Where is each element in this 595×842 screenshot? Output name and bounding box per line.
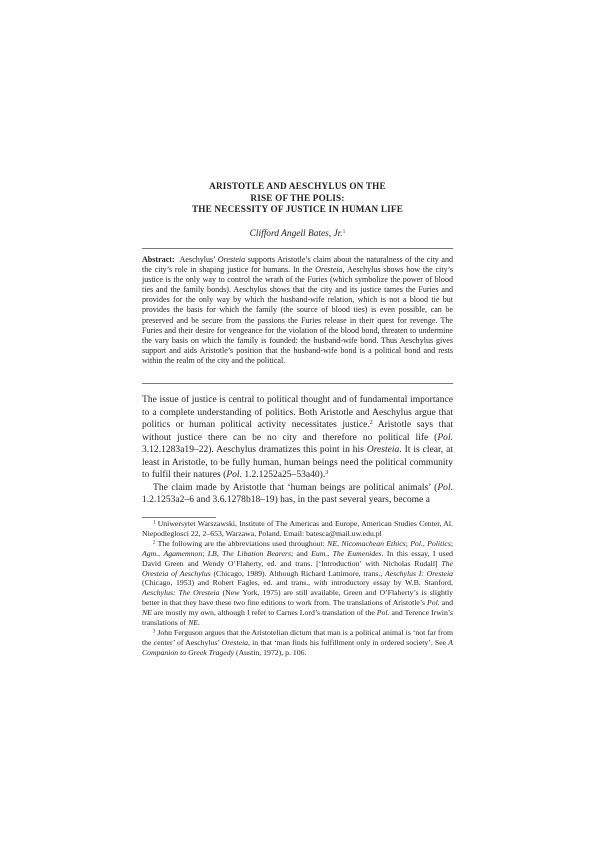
footnote-1: $^1$ Uniwersytet Warszawski, Institute of The Americas and Europe, American Studies Center, Al. Niepodleglosci 22, 2–653, Warzawa, Poland. Email: batesca@mail.uw.edu.pl: [142, 519, 453, 538]
footnote-rule: [142, 517, 216, 518]
author-line: [142, 229, 453, 239]
footnote-3: $^3$ John Ferguson argues that the Aristotelian dictum that man is a political animal is ‘not far from the center’ of Aeschylus’ Oresteia, in that ‘man finds his fulfillment only in ordered society’. See A Companion to Greek Tragedy (Austin, 1972), p. 106.: [142, 627, 453, 657]
footnote-2: $^2$ The following are the abbreviations used throughout: NE, Nicomachean Ethics; Pol., Politics; Agm., Agamemnon; LB, The Libation Bearers; and Eum., The Eumenides. In this essay, I used David Green and Wendy O’Flaherty, ed. and trans. [‘Introduction’ with Nicholas Rudall] The Oresteia of Aeschylus (Chicago, 1989). Although Richard Lattimore, trans., Aeschylus I: Oresteia (Chicago, 1953) and Robert Fagles, ed. and trans., with introductory essay by W.B. Stanford, Aeschylus: The Oresteia (New York, 1975) are still available, Green and O’Flaherty’s is slightly better in that they have these two fine editions to work from. The translations of Aristotle’s Pol. and NE are mostly my own, although I refer to Carnes Lord’s translation of the Pol. and Terence Irwin’s translations of NE.: [142, 538, 454, 628]
abstract-bottom-rule: [142, 383, 453, 384]
footnote-ref-3[interactable]: 3: [325, 470, 329, 477]
abstract-text: Aeschylus shows how the city’s justice is the only way to control the wrath of the Furies (which symbolize the power of blood ties and the family bonds). Aeschylus shows that the city and its justice tames the Furies and provides for the only way by which the husband-wife relation, which is not a blood tie but provides the basis for which the family (the source of blood ties) is even possible, can be preserved and be secure from the passions the Furies release in their quest for revenge. The Furies and their desire for vengeance for the violation of the blood bond, threaten to undermine the vary basis on which the family is founded: the husband-wife bond. Thus Aeschylus gives support and aids Aristotle’s position that the husband-wife bond is a political bond and rests within the realm of the city and the political.: [142, 265, 453, 365]
title-line-1: ARISTOTLE AND AESCHYLUS ON THE: [209, 181, 386, 191]
footnotes: [142, 519, 453, 658]
author-note-ref[interactable]: 1: [342, 228, 346, 235]
abstract-text: supports Aristotle’s claim about the naturalness of the city and the city’s role in shaping justice for humans. In the: [142, 255, 453, 275]
body-text: [142, 394, 453, 507]
title-line-3: THE NECESSITY OF JUSTICE IN HUMAN LIFE: [191, 204, 404, 215]
abstract-italic: Oresteia: [217, 255, 246, 264]
abstract: [142, 255, 453, 366]
abstract-italic: Oresteia,: [315, 265, 345, 275]
footnote-ref-2[interactable]: 2: [369, 419, 373, 426]
title-line-2: RISE OF THE POLIS:: [250, 192, 345, 203]
author-name: Clifford Angell Bates, Jr.: [249, 229, 343, 239]
article-title: [142, 181, 453, 216]
paragraph-1: The issue of justice is central to political thought and of fundamental importance to a complete understanding of politics. Both Aristotle and Aeschylus argue that politics or human political activity necessitates justice.$^2$ Aristotle says that without justice there can be no city and therefore no political life (Pol. 3.12.1283a19–22). Aeschylus dramatizes this point in his Oresteia. It is clear, at least in Aristotle, to be fully human, human beings need the political community to fulfil their natures (Pol. 1.2.1252a25–53a40).$^3$: [142, 394, 453, 481]
abstract-label: Abstract:: [142, 255, 175, 264]
abstract-top-rule: [142, 248, 453, 249]
abstract-text: Aeschylus’: [179, 255, 218, 264]
paragraph-2: The claim made by Aristotle that ‘human beings are political animals’ (Pol. 1.2.1253a2–6 and 3.6.1278b18–19) has, in the past several years, become a: [142, 481, 453, 506]
